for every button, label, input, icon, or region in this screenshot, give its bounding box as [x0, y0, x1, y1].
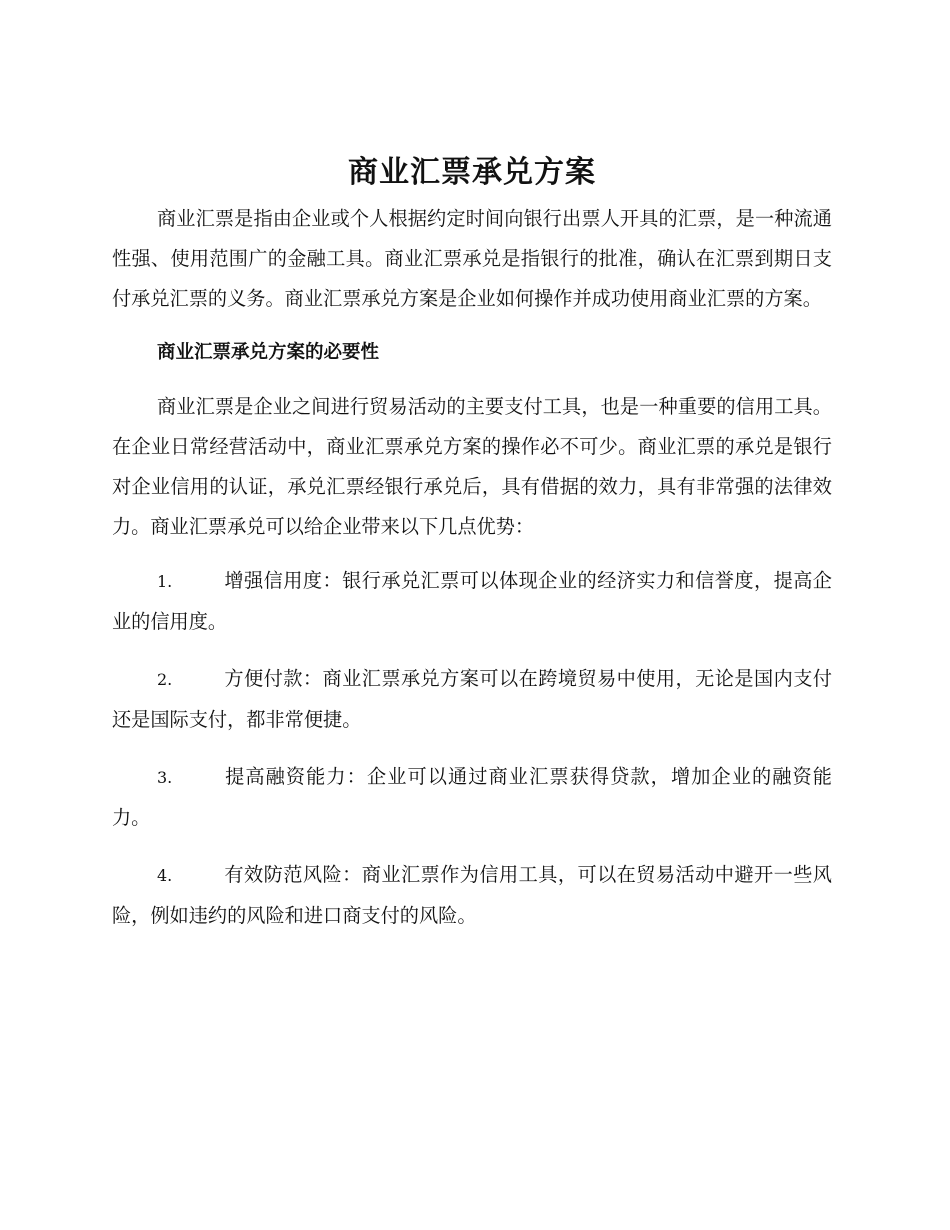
list-text: 增强信用度：银行承兑汇票可以体现企业的经济实力和信誉度，提高企业的信用度。 [112, 569, 832, 633]
list-text: 方便付款：商业汇票承兑方案可以在跨境贸易中使用，无论是国内支付还是国际支付，都非常便捷。 [112, 667, 832, 731]
list-item-1 [112, 561, 832, 642]
intro-paragraph: 商业汇票是指由企业或个人根据约定时间向银行出票人开具的汇票，是一种流通性强、使用范围广的金融工具。商业汇票承兑是指银行的批准，确认在汇票到期日支付承兑汇票的义务。商业汇票承兑方案是企业如何操作并成功使用商业汇票的方案。 [112, 207, 832, 310]
section-heading: 商业汇票承兑方案的必要性 [157, 342, 380, 363]
document-title: 商业汇票承兑方案 [348, 155, 596, 190]
list-text: 有效防范风险：商业汇票作为信用工具，可以在贸易活动中避开一些风险，例如违约的风险和进口商支付的风险。 [112, 863, 832, 927]
list-item-2 [112, 659, 832, 740]
list-number: 3. [157, 768, 173, 787]
list-item-4 [112, 855, 832, 936]
section-paragraph: 商业汇票是企业之间进行贸易活动的主要支付工具，也是一种重要的信用工具。在企业日常经营活动中，商业汇票承兑方案的操作必不可少。商业汇票的承兑是银行对企业信用的认证，承兑汇票经银行承兑后，具有借据的效力，具有非常强的法律效力。商业汇票承兑可以给企业带来以下几点优势： [112, 395, 832, 538]
list-item-3 [112, 757, 832, 838]
list-text: 提高融资能力：企业可以通过商业汇票获得贷款，增加企业的融资能力。 [112, 765, 832, 829]
advantages-list [112, 561, 832, 936]
list-number: 4. [157, 866, 173, 885]
document-content [112, 148, 832, 953]
list-number: 2. [157, 670, 173, 689]
list-number: 1. [157, 572, 173, 591]
